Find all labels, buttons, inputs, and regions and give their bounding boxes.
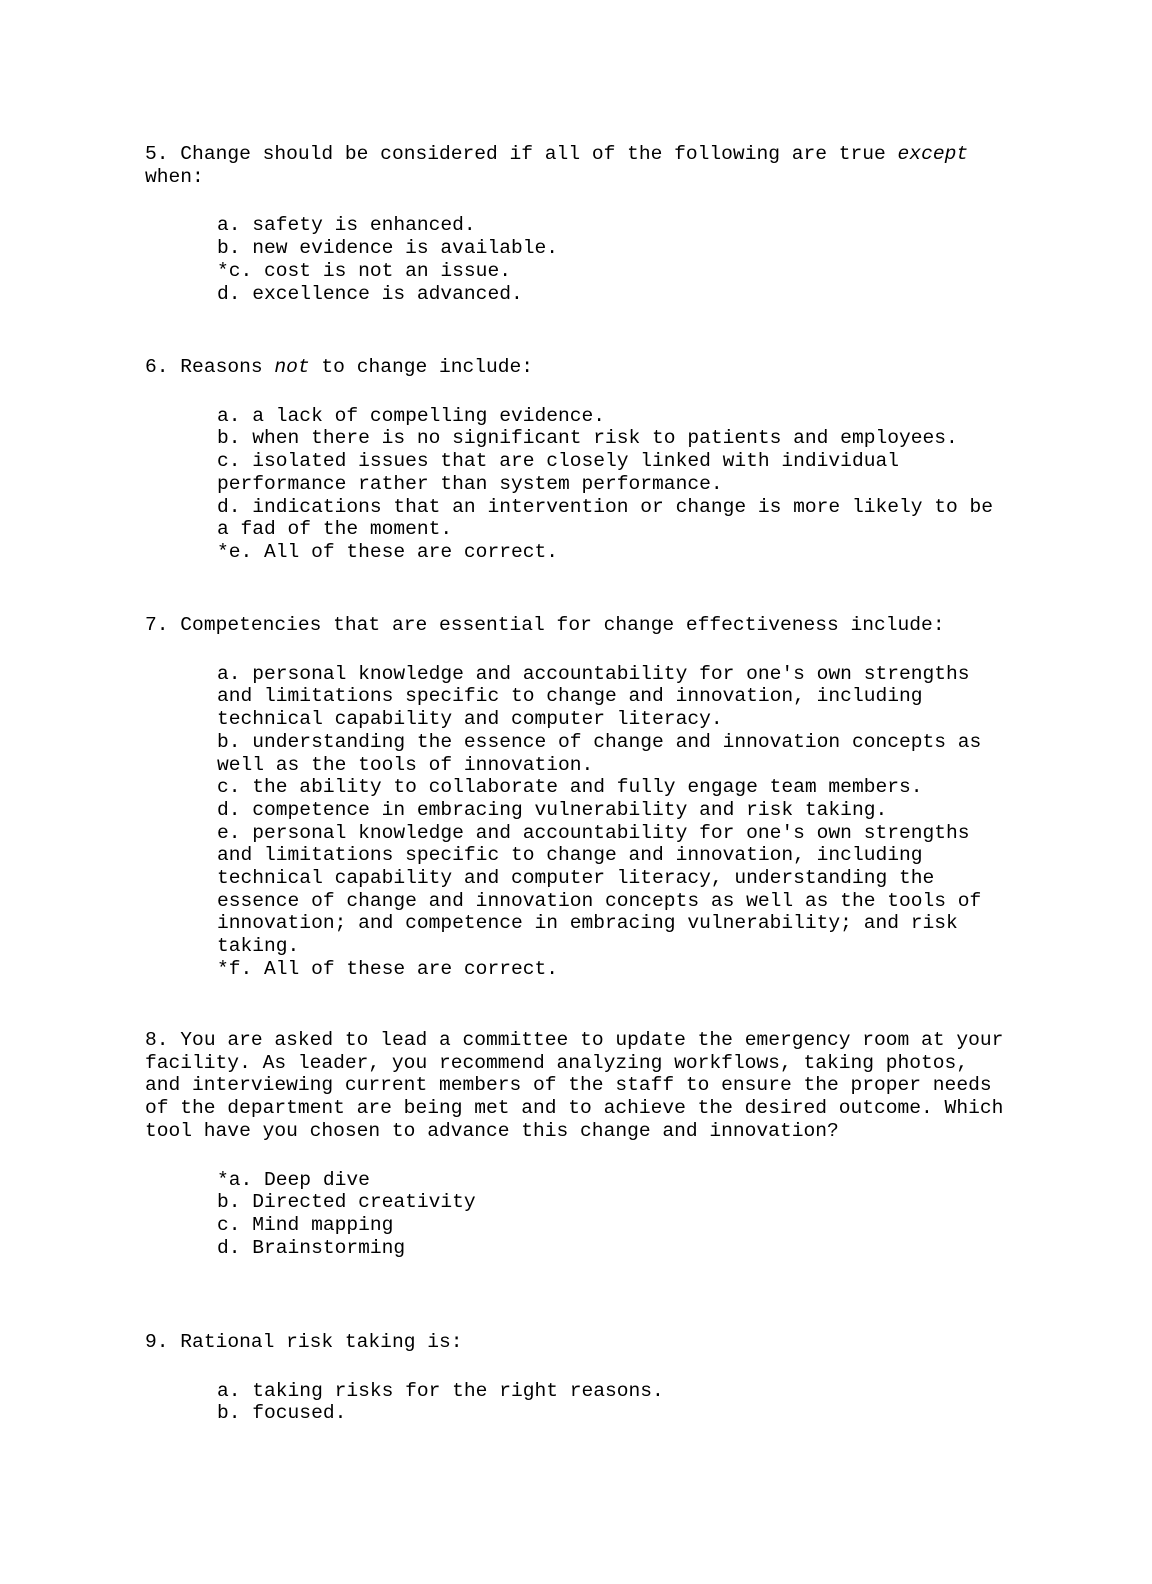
stem-emphasis: except — [897, 143, 969, 165]
stem-text: You are asked to lead a committee to update the emergency room at your facility. As leader, you recommend analyzing workflows, taking photos, and interviewing current members of the staff to ensure the proper needs of the department are being met and to achieve the desired outcome. Which tool have you chosen to advance this change and innovation? — [145, 1029, 1016, 1142]
question-stem — [145, 356, 1005, 379]
answer-option-a: *a. Deep dive — [217, 1168, 370, 1191]
answer-option-b: b. focused. — [217, 1402, 347, 1425]
question-9 — [145, 1331, 1005, 1425]
question-stem — [145, 143, 1005, 188]
question-stem — [145, 1029, 1016, 1143]
answer-option-a: a. taking risks for the right reasons. — [217, 1379, 664, 1402]
question-7 — [145, 614, 1005, 981]
answer-option-a: a. a lack of compelling evidence. — [217, 404, 606, 427]
answer-option-b: b. Directed creativity — [217, 1191, 476, 1214]
answer-option-c: *c. cost is not an issue. — [217, 259, 511, 282]
question-stem — [145, 1331, 1005, 1354]
answer-options — [145, 663, 1005, 981]
question-number: 6. — [145, 356, 169, 378]
question-number: 5. — [145, 143, 169, 165]
answer-option-d: d. excellence is advanced. — [217, 282, 523, 305]
answer-options — [145, 1169, 1005, 1260]
answer-option-d: d. indications that an intervention or change is more likely to be a fad of the moment. — [217, 495, 1005, 541]
answer-options — [145, 214, 1005, 305]
stem-text: Reasons — [180, 356, 275, 378]
answer-option-b: b. when there is no significant risk to patients and employees. — [217, 427, 958, 450]
answer-option-a: a. personal knowledge and accountability for one's own strengths and limitations specific to change and innovation, including technical capability and computer literacy. — [217, 662, 982, 731]
answer-option-b: b. new evidence is available. — [217, 237, 558, 260]
stem-text-end: when: — [145, 143, 980, 188]
question-stem — [145, 614, 1005, 637]
stem-text: Competencies that are essential for change effectiveness include: — [180, 614, 945, 636]
question-number: 8. — [145, 1029, 169, 1051]
answer-option-d: d. competence in embracing vulnerability and risk taking. — [217, 798, 888, 821]
stem-emphasis: not — [274, 356, 310, 378]
question-number: 7. — [145, 614, 169, 636]
answer-option-c: c. isolated issues that are closely linked with individual performance rather than system performance. — [217, 450, 911, 495]
answer-option-d: d. Brainstorming — [217, 1236, 406, 1259]
answer-option-b: b. understanding the essence of change and innovation concepts as well as the tools of innovation. — [217, 730, 994, 776]
answer-option-f: *f. All of these are correct. — [217, 957, 558, 980]
stem-text: Rational risk taking is: — [180, 1331, 463, 1353]
answer-option-e: *e. All of these are correct. — [217, 540, 558, 563]
question-number: 9. — [145, 1331, 169, 1353]
question-6 — [145, 356, 1005, 564]
answer-option-c: c. Mind mapping — [217, 1213, 394, 1236]
stem-text: Change should be considered if all of the following are true — [180, 143, 898, 165]
answer-options — [145, 405, 1005, 564]
question-8 — [145, 1029, 1016, 1259]
answer-options — [145, 1380, 1005, 1425]
answer-option-e: e. personal knowledge and accountability for one's own strengths and limitations specific to change and innovation, including technical capability and computer literacy, understanding the essence of change and innovation concepts as well as the tools of innovation; and competence in embracing vulnerability; and risk taking. — [217, 821, 994, 958]
answer-option-c: c. the ability to collaborate and fully engage team members. — [217, 776, 923, 799]
answer-option-a: a. safety is enhanced. — [217, 214, 476, 237]
question-5 — [145, 143, 1005, 305]
stem-text-end: to change include: — [309, 356, 534, 378]
